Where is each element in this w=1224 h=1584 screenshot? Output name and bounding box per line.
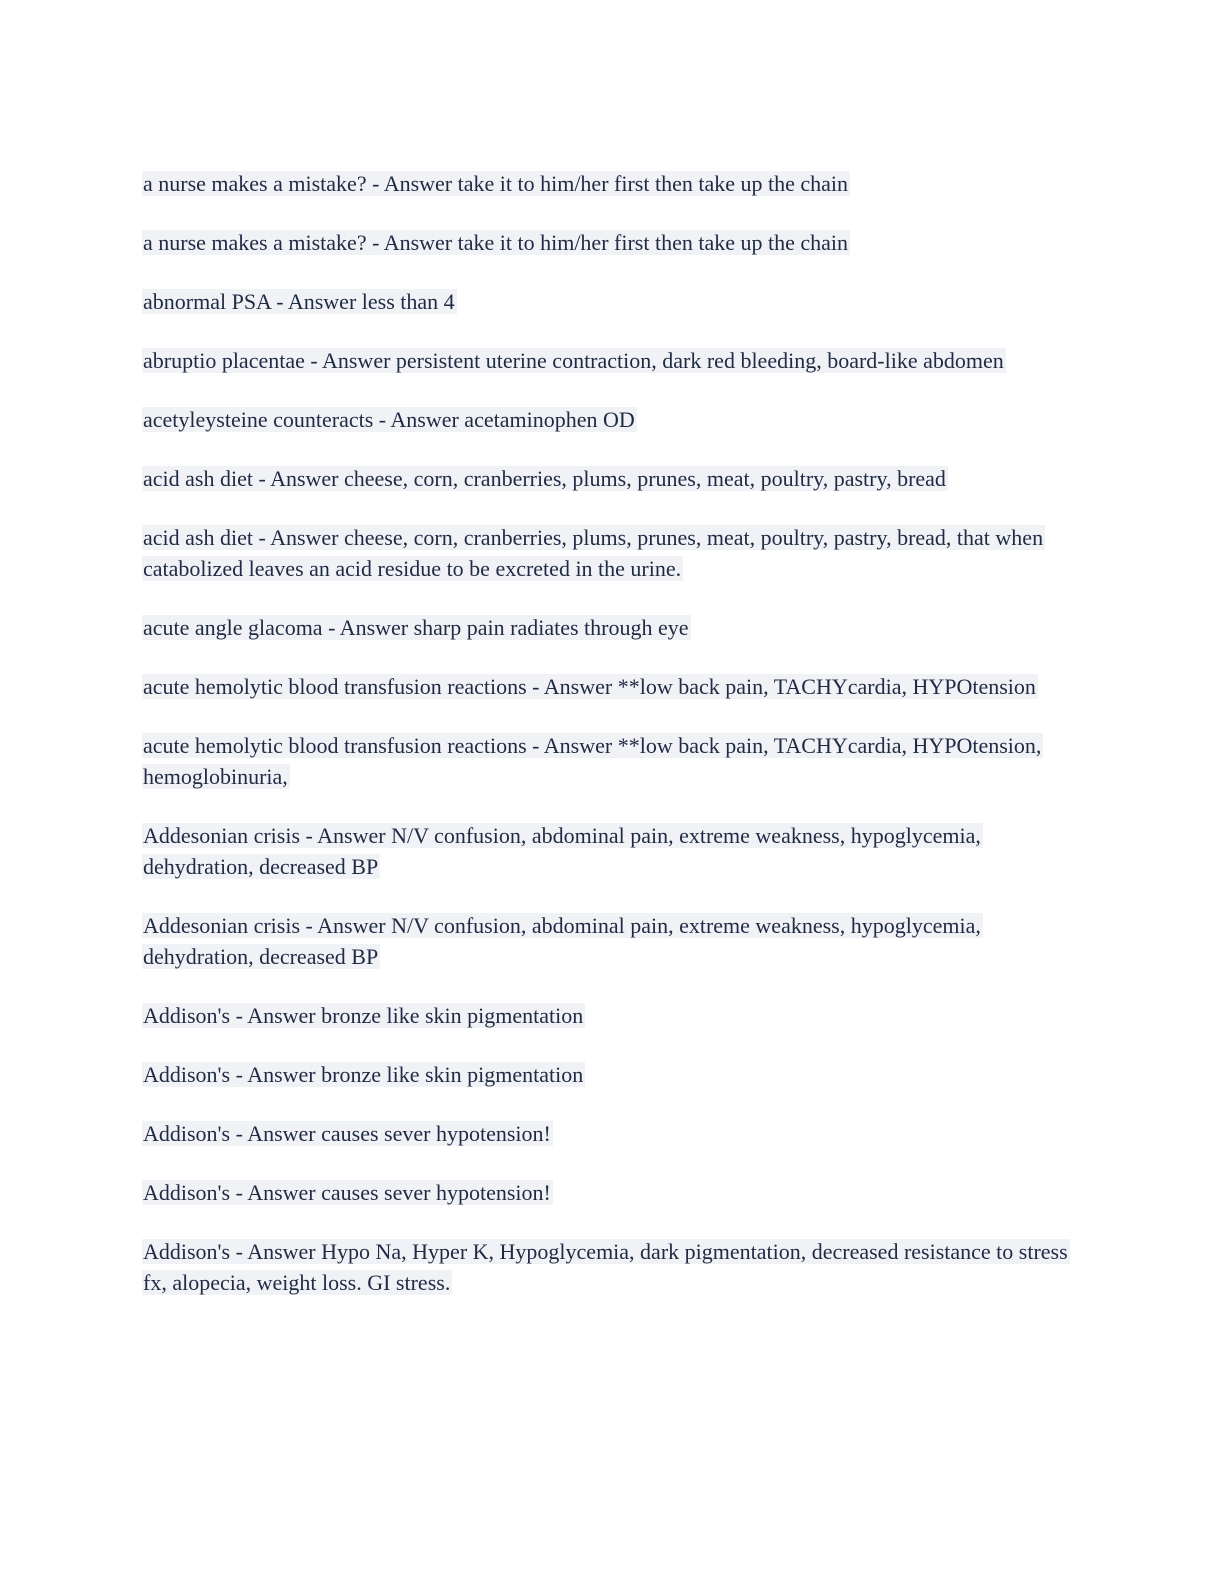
list-item [142,1177,1082,1208]
entry-text: acute angle glacoma - Answer sharp pain radiates through eye [143,615,689,640]
list-item [142,522,1082,584]
entry-text: acetyleysteine counteracts - Answer acetaminophen OD [143,407,635,432]
list-item [142,730,1082,792]
entry-text: Addesonian crisis - Answer N/V confusion, abdominal pain, extreme weakness, hypoglycemia, dehydration, decreased BP [143,823,981,879]
list-item [142,612,1082,643]
entry-text: acid ash diet - Answer cheese, corn, cranberries, plums, prunes, meat, poultry, pastry, bread [143,466,946,491]
list-item [142,1059,1082,1090]
entry-text: a nurse makes a mistake? - Answer take it to him/her first then take up the chain [143,171,848,196]
flashcard-list [142,168,1082,1326]
list-item [142,168,1082,199]
entry-text: abruptio placentae - Answer persistent uterine contraction, dark red bleeding, board-like abdomen [143,348,1004,373]
list-item [142,227,1082,258]
list-item [142,1118,1082,1149]
entry-text: Addison's - Answer causes sever hypotension! [143,1180,551,1205]
list-item [142,910,1082,972]
entry-text: Addison's - Answer Hypo Na, Hyper K, Hypoglycemia, dark pigmentation, decreased resistance to stress fx, alopecia, weight loss. GI stress. [143,1239,1068,1295]
list-item [142,345,1082,376]
list-item [142,463,1082,494]
entry-text: abnormal PSA - Answer less than 4 [143,289,455,314]
entry-text: Addison's - Answer causes sever hypotension! [143,1121,551,1146]
entry-text: a nurse makes a mistake? - Answer take it to him/her first then take up the chain [143,230,848,255]
entry-text: acid ash diet - Answer cheese, corn, cranberries, plums, prunes, meat, poultry, pastry, bread, that when catabolized leaves an acid residue to be excreted in the urine. [143,525,1044,581]
entry-text: Addison's - Answer bronze like skin pigmentation [143,1062,584,1087]
entry-text: acute hemolytic blood transfusion reactions - Answer **low back pain, TACHYcardia, HYPOtension, hemoglobinuria, [143,733,1042,789]
list-item [142,404,1082,435]
list-item [142,1000,1082,1031]
list-item [142,820,1082,882]
list-item [142,671,1082,702]
entry-text: Addison's - Answer bronze like skin pigmentation [143,1003,584,1028]
entry-text: acute hemolytic blood transfusion reactions - Answer **low back pain, TACHYcardia, HYPOtension [143,674,1036,699]
list-item [142,1236,1082,1298]
list-item [142,286,1082,317]
entry-text: Addesonian crisis - Answer N/V confusion, abdominal pain, extreme weakness, hypoglycemia, dehydration, decreased BP [143,913,981,969]
